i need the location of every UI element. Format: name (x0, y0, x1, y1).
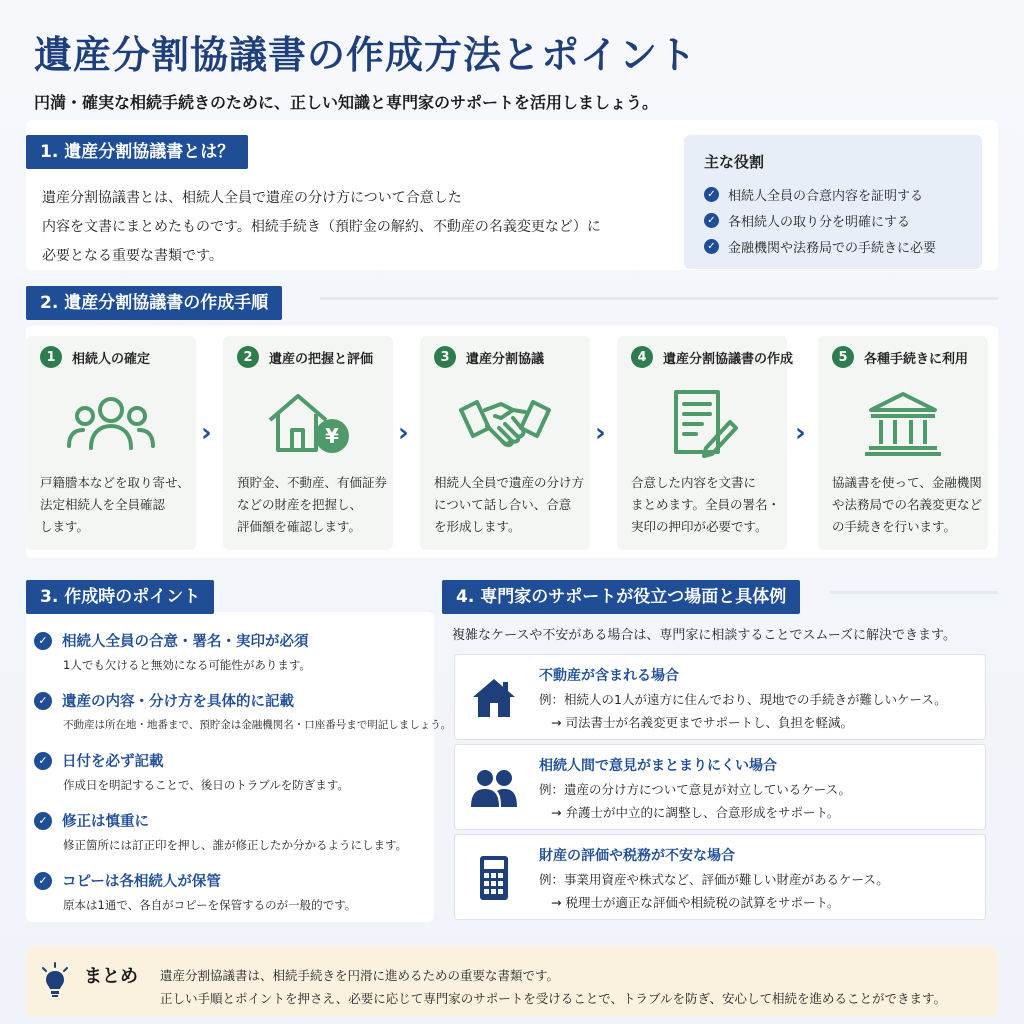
point-item (34, 690, 452, 732)
step-header (832, 346, 968, 368)
point-desc: 原本は1通で、各自がコピーを保管するのが一般的です。 (63, 898, 357, 912)
page-title: 遺産分割協議書の作成方法とポイント (34, 33, 698, 77)
point-desc: 修正箇所には訂正印を押し、誰が修正したか分かるようにします。 (63, 838, 408, 852)
section2-heading: 2. 遺産分割協議書の作成手順 (26, 286, 282, 320)
yen-symbol: ¥ (325, 424, 339, 448)
summary-box (26, 946, 998, 1016)
summary-title: まとめ (84, 966, 138, 987)
step-description (832, 472, 992, 538)
step-line: します。 (40, 519, 90, 534)
point-desc: 1人でも欠けると無効になる可能性があります。 (63, 658, 311, 672)
step-line: 合意した内容を文書に (631, 475, 757, 490)
step-number: 5 (832, 346, 854, 368)
intro-line: 遺産分割協議書とは、相続人全員で遺産の分け方について合意した (42, 190, 462, 206)
step-line: まとめます。全員の署名・ (631, 497, 781, 512)
document-pen-icon (652, 388, 752, 458)
point-title (34, 810, 444, 831)
check-icon: ✓ (34, 812, 52, 830)
point-item (34, 630, 444, 673)
step-number: 4 (631, 346, 653, 368)
house-yen-icon (258, 388, 358, 458)
step-description (434, 472, 594, 538)
case-title: 財産の評価や税務が不安な場合 (539, 848, 735, 864)
step-number: 3 (434, 346, 456, 368)
step-line: 預貯金、不動産、有価証券 (237, 475, 388, 490)
case-example: 例：事業用資産や株式など、評価が難しい財産があるケース。 (539, 872, 889, 887)
step-line: や法務局での名義変更など (832, 497, 983, 512)
step-description (40, 472, 200, 538)
step-line: 評価額を確認します。 (237, 519, 362, 534)
step-line: 戸籍謄本などを取り寄せ、 (40, 475, 190, 490)
roles-box (684, 135, 982, 269)
point-item (34, 810, 444, 853)
summary-line: 正しい手順とポイントを押さえ、必要に応じて専門家のサポートを受けることで、トラブルを防ぎ、安心して相続を進めることができます。 (160, 991, 947, 1006)
point-title (34, 630, 444, 651)
intro-text (42, 184, 662, 271)
step-number: 2 (237, 346, 259, 368)
check-icon: ✓ (34, 632, 52, 650)
handshake-icon (455, 388, 555, 458)
step-card-3 (420, 336, 590, 550)
case-card (454, 654, 986, 740)
point-title (34, 690, 444, 711)
step-header (631, 346, 793, 368)
case-result: → 司法書士が名義変更までサポートし、負担を軽減。 (551, 715, 853, 730)
check-icon: ✓ (34, 752, 52, 770)
point-desc: 作成日を明記することで、後日のトラブルを防ぎます。 (63, 778, 349, 792)
step-label: 相続人の確定 (72, 351, 151, 367)
step-card-4 (617, 336, 794, 550)
summary-line: 遺産分割協議書は、相続手続きを円滑に進めるための重要な書類です。 (160, 968, 560, 983)
page-subtitle: 円満・確実な相続手続きのために、正しい知識と専門家のサポートを活用しましょう。 (34, 93, 659, 112)
step-line: の手続きを行います。 (832, 519, 957, 534)
step-line: 法定相続人を全員確認 (40, 497, 166, 512)
section1-heading: 1. 遺産分割協議書とは？ (26, 135, 248, 169)
case-title: 不動産が含まれる場合 (539, 668, 679, 684)
chevron-right-icon: › (201, 418, 212, 448)
step-header (434, 346, 544, 368)
point-title-text: コピーは各相続人が保管 (62, 874, 221, 890)
check-icon: ✓ (34, 872, 52, 890)
section3-heading: 3. 作成時のポイント (26, 580, 214, 614)
section4-heading: 4. 専門家のサポートが役立つ場面と具体例 (442, 580, 800, 614)
case-result: → 税理士が適正な評価や相続税の試算をサポート。 (551, 895, 840, 910)
role-text: 金融機関や法務局での手続きに必要 (728, 240, 937, 256)
case-result: → 弁護士が中立的に調整し、合意形成をサポート。 (551, 805, 840, 820)
role-item (704, 181, 962, 207)
step-line: を形成します。 (434, 519, 521, 534)
section-divider (830, 591, 998, 594)
section-divider (320, 297, 998, 300)
support-lead: 複雑なケースや不安がある場合は、専門家に相談することでスムーズに解決できます。 (452, 628, 957, 643)
point-title-text: 修正は慎重に (62, 814, 149, 830)
bank-icon (853, 388, 953, 458)
role-text: 相続人全員の合意内容を証明する (728, 188, 924, 204)
step-card-2 (223, 336, 393, 550)
roles-title: 主な役割 (704, 153, 765, 171)
step-header (237, 346, 373, 368)
step-line: などの財産を把握し、 (237, 497, 363, 512)
step-card-5 (818, 336, 988, 550)
point-title-text: 日付を必ず記載 (62, 754, 164, 770)
step-number: 1 (40, 346, 62, 368)
case-example: 例：相続人の1人が遠方に住んでおり、現地での手続きが難しいケース。 (539, 692, 947, 707)
chevron-right-icon: › (795, 418, 806, 448)
step-label: 遺産分割協議書の作成 (663, 351, 794, 367)
point-title-text: 相続人全員の合意・署名・実印が必須 (62, 634, 309, 650)
people-pair-icon (469, 765, 519, 811)
step-line: 相続人全員で遺産の分け方 (434, 475, 585, 490)
step-card-1 (26, 336, 196, 550)
point-title (34, 870, 444, 891)
step-line: 実印の押印が必要です。 (631, 519, 768, 534)
point-item (34, 870, 444, 913)
role-text: 各相続人の取り分を明確にする (728, 214, 911, 230)
step-label: 各種手続きに利用 (864, 351, 969, 367)
case-example: 例：遺産の分け方について意見が対立しているケース。 (539, 782, 852, 797)
lightbulb-icon (40, 962, 70, 998)
case-card (454, 834, 986, 920)
check-icon: ✓ (704, 187, 719, 202)
chevron-right-icon: › (595, 418, 606, 448)
step-label: 遺産の把握と評価 (269, 351, 374, 367)
step-description (631, 472, 791, 538)
role-item (704, 207, 962, 233)
check-icon: ✓ (704, 239, 719, 254)
check-icon: ✓ (704, 213, 719, 228)
step-header (40, 346, 150, 368)
people-icon (61, 388, 161, 458)
summary-text (160, 964, 946, 1010)
role-item (704, 233, 962, 259)
case-card (454, 744, 986, 830)
intro-line: 必要となる重要な書類です。 (42, 248, 223, 264)
house-icon (469, 675, 519, 721)
case-title: 相続人間で意見がまとまりにくい場合 (539, 758, 777, 774)
point-title (34, 750, 444, 771)
step-description (237, 472, 397, 538)
step-line: 協議書を使って、金融機関 (832, 475, 982, 490)
step-line: について話し合い、合意 (434, 497, 572, 512)
point-desc: 不動産は所在地・地番まで、預貯金は金融機関名・口座番号まで明記しましょう。 (63, 719, 452, 731)
point-item (34, 750, 444, 793)
calculator-icon (469, 855, 519, 901)
check-icon: ✓ (34, 692, 52, 710)
chevron-right-icon: › (398, 418, 409, 448)
point-title-text: 遺産の内容・分け方を具体的に記載 (62, 694, 294, 710)
step-label: 遺産分割協議 (466, 351, 545, 367)
intro-line: 内容を文書にまとめたものです。相続手続き（預貯金の解約、不動産の名義変更など）に (42, 219, 601, 235)
